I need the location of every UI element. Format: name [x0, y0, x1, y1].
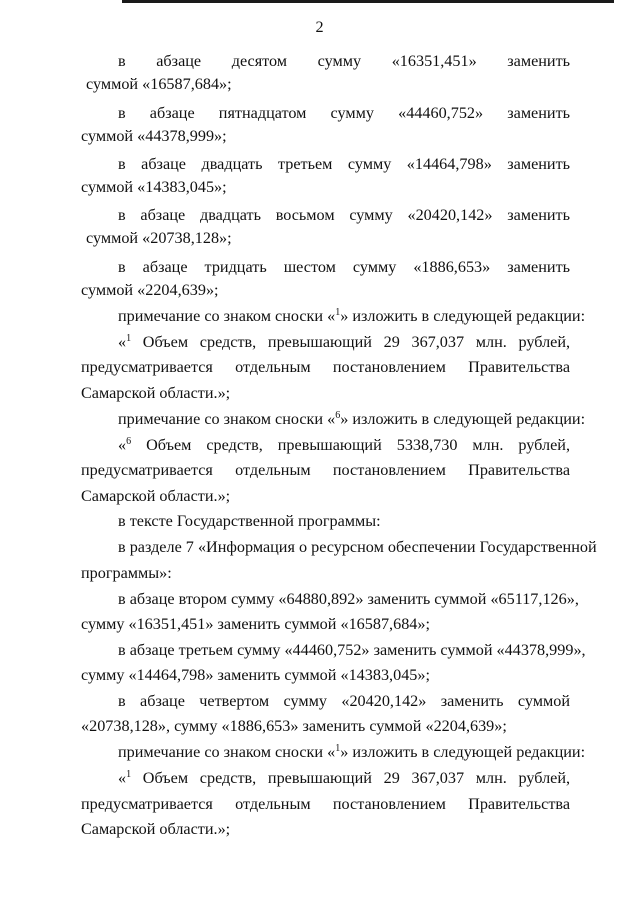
word: превышающий: [267, 333, 372, 351]
word: «14464,798»: [406, 155, 492, 173]
text-line: сумму «16351,451» заменить суммой «16587,684»;: [81, 615, 430, 633]
text-segment: » изложить в следующей редакции:: [340, 743, 586, 761]
word: шестом: [283, 258, 336, 276]
word: сумму: [330, 104, 374, 122]
word: десятом: [231, 52, 288, 70]
text-line: сумму «14464,798» заменить суммой «14383,045»;: [81, 666, 430, 684]
word: превышающий: [277, 436, 382, 454]
text-line: [118, 51, 570, 71]
word: постановлением: [332, 795, 446, 813]
word: постановлением: [332, 358, 446, 376]
word: средств,: [199, 769, 257, 787]
text-line: [118, 103, 570, 123]
word: «44460,752»: [398, 104, 484, 122]
quote-open: «: [118, 333, 127, 351]
text-line: [81, 794, 570, 814]
word: рублей,: [518, 436, 570, 454]
word: заменить: [507, 104, 571, 122]
word: заменить: [507, 52, 571, 70]
text-line: суммой «2204,639»;: [81, 281, 219, 299]
word: в: [118, 206, 126, 224]
text-segment: примечание со знаком сноски «: [118, 410, 336, 428]
word: предусматривается: [81, 358, 213, 376]
word: отдельным: [235, 461, 311, 479]
text-line: [81, 460, 570, 480]
word: абзаце: [140, 692, 185, 710]
word: третьем: [277, 155, 333, 173]
word: пятнадцатом: [218, 104, 307, 122]
text-line: [118, 691, 570, 711]
word: в: [118, 104, 126, 122]
word: «1886,653»: [413, 258, 491, 276]
word: Объем: [146, 436, 192, 454]
text-segment: » изложить в следующей редакции:: [340, 410, 586, 428]
footnote-mark: 1: [335, 743, 341, 754]
text-segment: » изложить в следующей редакции:: [340, 307, 586, 325]
text-line: [118, 257, 570, 277]
word: заменить: [507, 206, 570, 224]
word: «16351,451»: [391, 52, 477, 70]
word: абзаце: [141, 155, 186, 173]
word: «20420,142»: [407, 206, 493, 224]
text-line: суммой «14383,045»;: [81, 178, 227, 196]
footnote-mark: 1: [126, 769, 132, 780]
footnote-mark: 1: [126, 333, 132, 344]
word: Объем: [142, 769, 189, 787]
word: в: [118, 52, 126, 70]
text-line: суммой «16587,684»;: [86, 75, 232, 93]
word: отдельным: [235, 795, 311, 813]
word: в: [118, 258, 126, 276]
word: сумму: [349, 206, 393, 224]
word: сумму: [317, 52, 362, 70]
word: «20420,142»: [341, 692, 427, 710]
text-line: Самарской области.»;: [81, 384, 231, 402]
word: абзаце: [156, 52, 202, 70]
word: двадцать: [201, 155, 263, 173]
word: средств,: [206, 436, 263, 454]
text-line: в абзаце третьем сумму «44460,752» заменить суммой «44378,999»,: [118, 641, 586, 659]
word: восьмом: [275, 206, 335, 224]
word: в: [118, 155, 126, 173]
footnote-mark: 6: [335, 410, 341, 421]
text-line: [118, 409, 607, 429]
text-line: Самарской области.»;: [81, 487, 231, 505]
word: в: [118, 692, 126, 710]
word: превышающий: [267, 769, 372, 787]
quote-open: «: [118, 436, 127, 454]
word: млн.: [475, 333, 507, 351]
text-line: в абзаце втором сумму «64880,892» заменить суммой «65117,126»,: [118, 590, 579, 608]
word: Правительства: [468, 795, 571, 813]
text-line: программы»:: [81, 564, 172, 582]
word: абзаце: [140, 206, 186, 224]
word: отдельным: [235, 358, 311, 376]
word: абзаце: [142, 258, 188, 276]
page-number: 2: [315, 18, 324, 36]
word: Правительства: [468, 358, 571, 376]
footnote-mark: 6: [126, 436, 132, 447]
top-border-line: [122, 0, 614, 3]
text-segment: примечание со знаком сноски «: [118, 307, 336, 325]
word: средств,: [199, 333, 257, 351]
word: 29 367,037: [383, 333, 465, 351]
word: предусматривается: [81, 795, 213, 813]
word: Объем: [142, 333, 189, 351]
word: рублей,: [518, 769, 571, 787]
text-line: [118, 306, 607, 326]
word: рублей,: [518, 333, 571, 351]
text-line: [118, 435, 570, 455]
text-line: [118, 742, 607, 762]
word: Правительства: [468, 461, 571, 479]
word: сумму: [347, 155, 392, 173]
word: предусматривается: [81, 461, 213, 479]
text-line: [118, 205, 570, 225]
text-line: суммой «20738,128»;: [86, 229, 232, 247]
text-line: [118, 332, 570, 352]
text-line: в тексте Государственной программы:: [118, 512, 381, 530]
word: суммой: [517, 692, 570, 710]
text-line: [118, 768, 570, 788]
word: двадцать: [199, 206, 261, 224]
word: постановлением: [332, 461, 446, 479]
word: тридцать: [204, 258, 267, 276]
word: абзаце: [149, 104, 195, 122]
word: четвертом: [199, 692, 270, 710]
text-line: Самарской области.»;: [81, 820, 231, 838]
word: млн.: [475, 769, 507, 787]
footnote-mark: 1: [335, 307, 341, 318]
word: заменить: [507, 155, 571, 173]
text-line: «20738,128», сумму «1886,653» заменить суммой «2204,639»;: [81, 717, 507, 735]
text-line: [118, 154, 570, 174]
word: заменить: [440, 692, 504, 710]
word: млн.: [472, 436, 504, 454]
text-line: [81, 357, 570, 377]
word: сумму: [352, 258, 397, 276]
quote-open: «: [118, 769, 127, 787]
word: сумму: [283, 692, 327, 710]
text-segment: примечание со знаком сноски «: [118, 743, 336, 761]
word: заменить: [507, 258, 571, 276]
word: 5338,730: [396, 436, 458, 454]
text-line: в разделе 7 «Информация о ресурсном обеспечении Государственной: [118, 538, 597, 556]
word: 29 367,037: [383, 769, 465, 787]
text-line: суммой «44378,999»;: [81, 127, 227, 145]
